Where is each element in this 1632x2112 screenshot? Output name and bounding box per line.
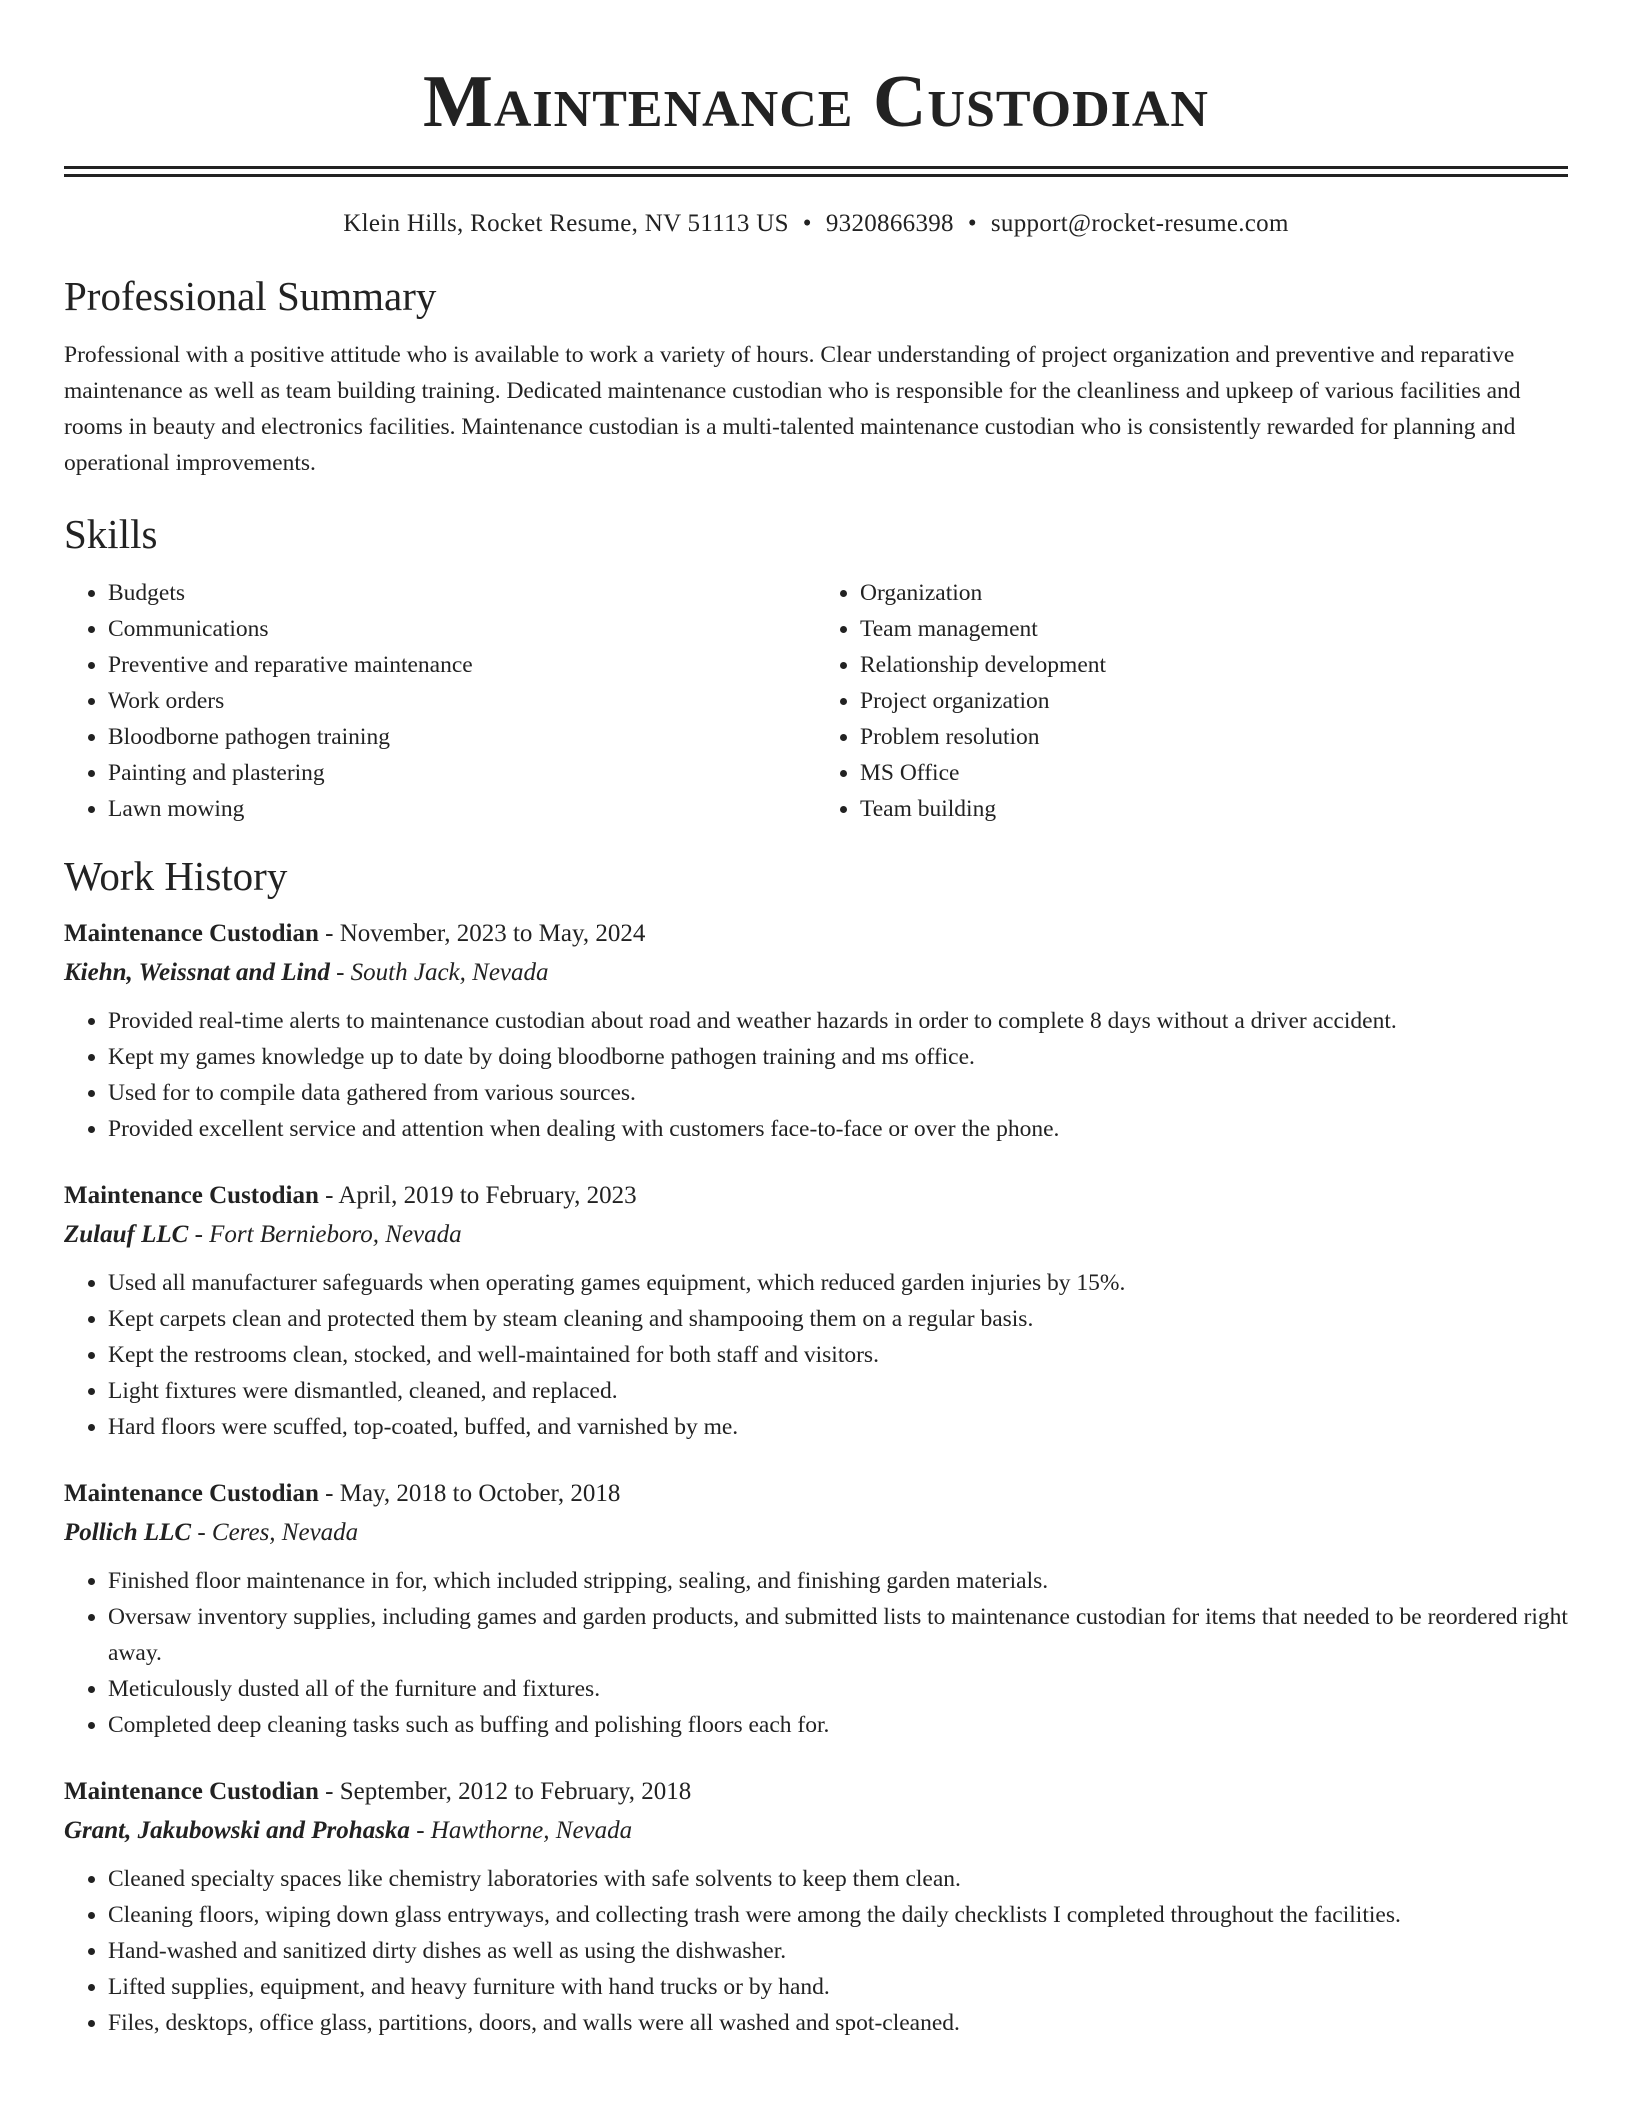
resume-name: Maintenance Custodian	[423, 61, 1209, 143]
skills-column-left	[64, 575, 816, 827]
job-company: Zulauf LLC	[64, 1221, 189, 1248]
job-entry	[64, 1773, 1568, 2041]
job-bullet: • Used all manufacturer safeguards when operating games equipment, which reduced garden injuries by 15%.	[108, 1265, 1568, 1301]
skills-list	[64, 575, 1568, 827]
skill-item: • Budgets	[108, 575, 816, 611]
skill-item: • Bloodborne pathogen training	[108, 719, 816, 755]
job-bullet: • Light fixtures were dismantled, cleaned, and replaced.	[108, 1373, 1568, 1409]
job-bullet: • Cleaned specialty spaces like chemistry laboratories with safe solvents to keep them clean.	[108, 1861, 1568, 1897]
skills-heading: Skills	[64, 511, 158, 557]
job-bullet: • Provided real-time alerts to maintenance custodian about road and weather hazards in order to complete 8 days without a driver accident.	[108, 1003, 1568, 1039]
job-entry	[64, 915, 1568, 1147]
job-bullet: • Kept carpets clean and protected them by steam cleaning and shampooing them on a regular basis.	[108, 1301, 1568, 1337]
skill-item: • Project organization	[860, 683, 1568, 719]
job-entry	[64, 1475, 1568, 1743]
job-title: Maintenance Custodian	[64, 920, 319, 947]
contact-email: support@rocket-resume.com	[990, 210, 1289, 237]
job-location: - Hawthorne, Nevada	[409, 1817, 633, 1844]
job-title: Maintenance Custodian	[64, 1182, 319, 1209]
job-bullet: • Provided excellent service and attention when dealing with customers face-to-face or over the phone.	[108, 1111, 1568, 1147]
job-bullet: • Oversaw inventory supplies, including games and garden products, and submitted lists to maintenance custodian for items that needed to be reordered right away.	[108, 1599, 1568, 1671]
skill-item: • Team building	[860, 791, 1568, 827]
job-title: Maintenance Custodian	[64, 1480, 319, 1507]
job-header	[64, 915, 1568, 953]
skill-item: • Relationship development	[860, 647, 1568, 683]
job-bullets	[64, 1563, 1568, 1743]
skill-item: • Communications	[108, 611, 816, 647]
skill-item: • Problem resolution	[860, 719, 1568, 755]
summary-text: Professional with a positive attitude who is available to work a variety of hours. Clear understanding of project organization and preventive and reparative maintenance as well as team building training. Dedicated maintenance custodian who is responsible for the cleanliness and upkeep of various facilities and rooms in beauty and electronics facilities. Maintenance custodian is a multi-talented maintenance custodian who is consistently rewarded for planning and operational improvements.	[64, 342, 1521, 476]
job-company-line	[64, 1513, 1568, 1553]
job-company: Grant, Jakubowski and Prohaska	[64, 1817, 410, 1844]
job-bullet: • Completed deep cleaning tasks such as buffing and polishing floors each for.	[108, 1707, 1568, 1743]
job-bullet: • Meticulously dusted all of the furniture and fixtures.	[108, 1671, 1568, 1707]
job-company-line	[64, 1811, 1568, 1851]
job-bullets	[64, 1861, 1568, 2041]
header-divider	[64, 166, 1568, 177]
job-header	[64, 1475, 1568, 1513]
job-title: Maintenance Custodian	[64, 1778, 319, 1805]
skills-column-right	[816, 575, 1568, 827]
skill-item: • Preventive and reparative maintenance	[108, 647, 816, 683]
contact-phone: 9320866398	[825, 210, 954, 237]
job-bullet: • Hard floors were scuffed, top-coated, buffed, and varnished by me.	[108, 1409, 1568, 1445]
job-header	[64, 1773, 1568, 1811]
job-company: Kiehn, Weissnat and Lind	[64, 959, 330, 986]
contact-line	[64, 207, 1568, 241]
job-bullets	[64, 1003, 1568, 1147]
skill-item: • Lawn mowing	[108, 791, 816, 827]
contact-separator: •	[802, 210, 812, 237]
job-bullet: • Lifted supplies, equipment, and heavy furniture with hand trucks or by hand.	[108, 1969, 1568, 2005]
job-dates: - September, 2012 to February, 2018	[318, 1778, 692, 1805]
job-bullet: • Files, desktops, office glass, partitions, doors, and walls were all washed and spot-cleaned.	[108, 2005, 1568, 2041]
contact-address: Klein Hills, Rocket Resume, NV 51113 US	[343, 210, 789, 237]
contact-separator: •	[967, 210, 977, 237]
job-company: Pollich LLC	[64, 1519, 192, 1546]
job-header	[64, 1177, 1568, 1215]
skill-item: • MS Office	[860, 755, 1568, 791]
job-dates: - May, 2018 to October, 2018	[318, 1480, 621, 1507]
job-bullets	[64, 1265, 1568, 1445]
job-company-line	[64, 953, 1568, 993]
job-dates: - November, 2023 to May, 2024	[318, 920, 646, 947]
job-location: - South Jack, Nevada	[329, 959, 549, 986]
job-company-line	[64, 1215, 1568, 1255]
job-bullet: • Hand-washed and sanitized dirty dishes as well as using the dishwasher.	[108, 1933, 1568, 1969]
job-bullet: • Used for to compile data gathered from various sources.	[108, 1075, 1568, 1111]
job-bullet: • Cleaning floors, wiping down glass entryways, and collecting trash were among the daily checklists I completed throughout the facilities.	[108, 1897, 1568, 1933]
job-entry	[64, 1177, 1568, 1445]
skill-item: • Work orders	[108, 683, 816, 719]
job-bullet: • Kept my games knowledge up to date by doing bloodborne pathogen training and ms office.	[108, 1039, 1568, 1075]
job-location: - Fort Bernieboro, Nevada	[188, 1221, 462, 1248]
job-dates: - April, 2019 to February, 2023	[318, 1182, 637, 1209]
job-location: - Ceres, Nevada	[191, 1519, 359, 1546]
resume-page	[64, 0, 1568, 2041]
job-bullet: • Kept the restrooms clean, stocked, and well-maintained for both staff and visitors.	[108, 1337, 1568, 1373]
summary-heading: Professional Summary	[64, 273, 437, 319]
work-history-heading: Work History	[64, 853, 288, 899]
skill-item: • Organization	[860, 575, 1568, 611]
job-bullet: • Finished floor maintenance in for, which included stripping, sealing, and finishing garden materials.	[108, 1563, 1568, 1599]
skill-item: • Team management	[860, 611, 1568, 647]
skill-item: • Painting and plastering	[108, 755, 816, 791]
